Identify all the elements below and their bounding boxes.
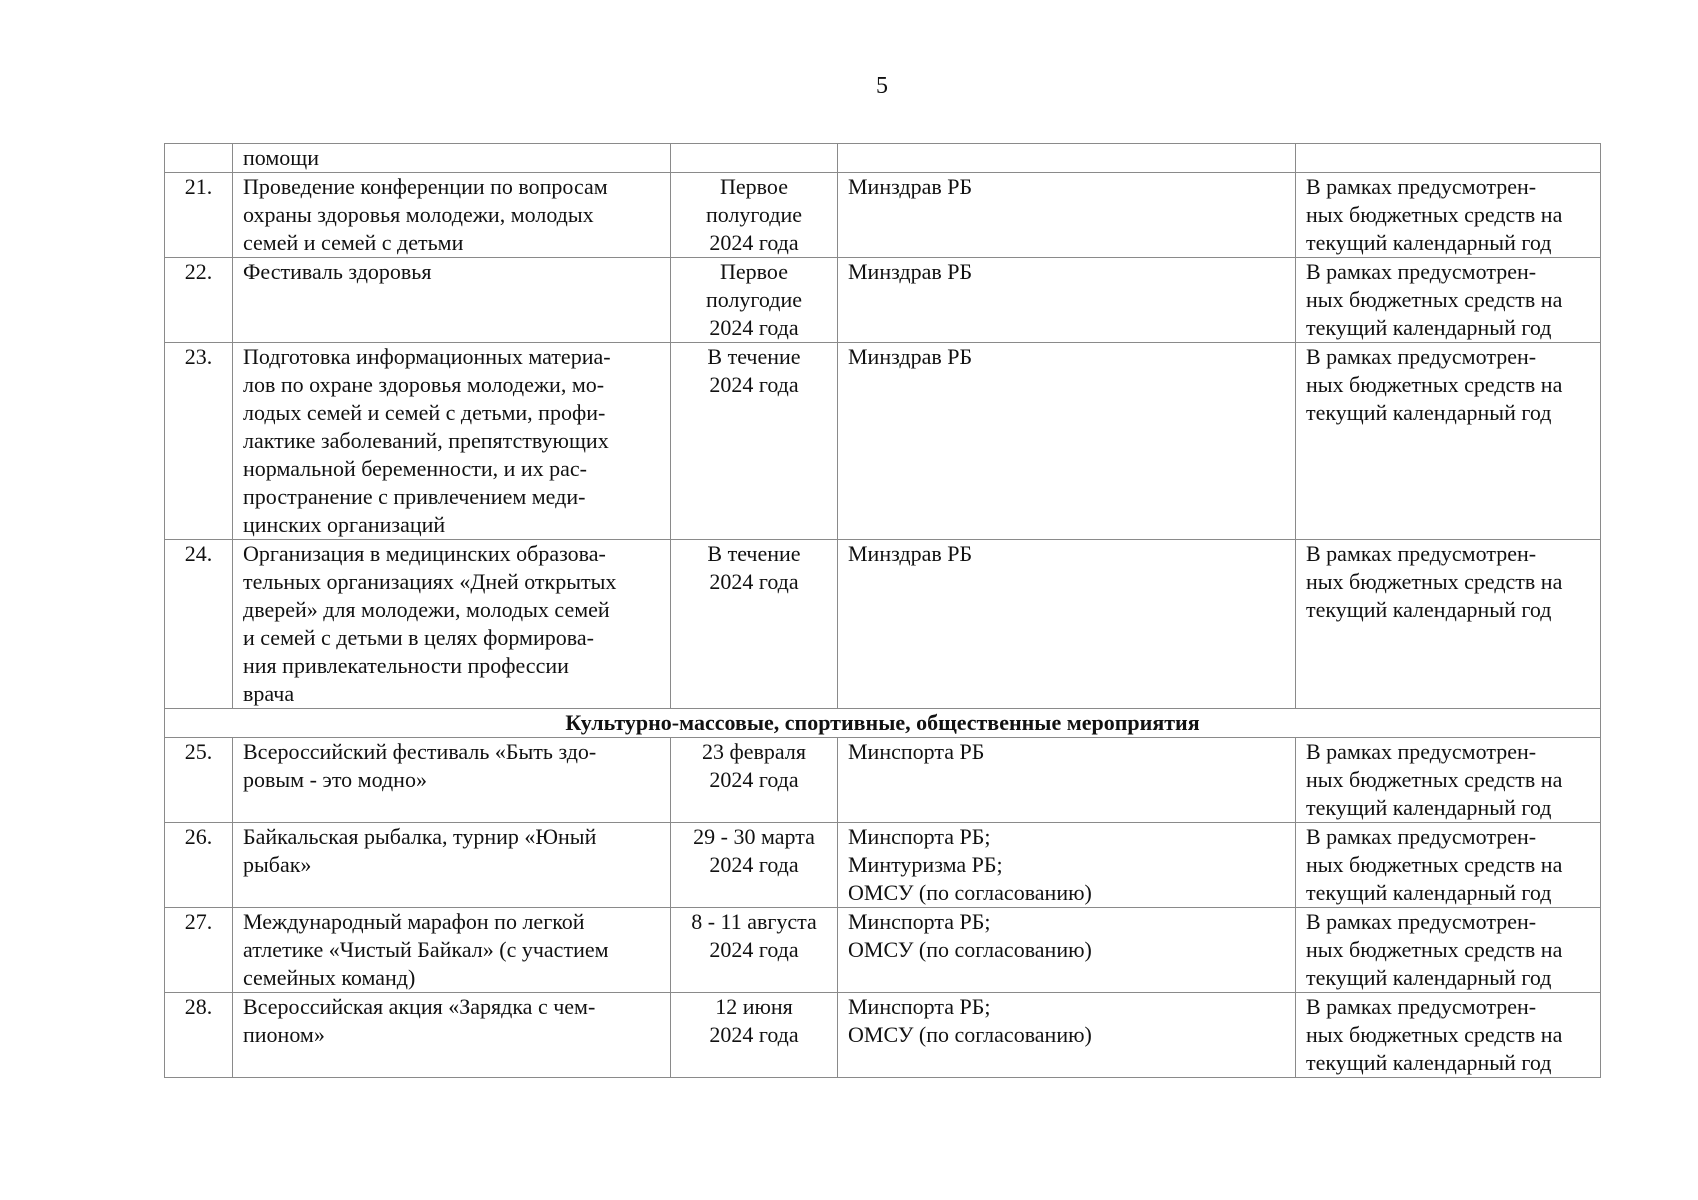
text-line: Минспорта РБ; (848, 994, 991, 1019)
text-line: лодых семей и семей с детьми, профи- (243, 400, 606, 425)
text-line: В рамках предусмотрен- (1306, 259, 1537, 284)
text-line: текущий календарный год (1306, 315, 1552, 340)
cell-event (233, 908, 671, 993)
text-line: 23 февраля (702, 739, 806, 764)
table-row (165, 738, 1601, 823)
table-rows-culture (165, 738, 1601, 1078)
text-line: и семей с детьми в целях формирова- (243, 625, 594, 650)
cell-event (233, 343, 671, 540)
text-line: Минспорта РБ; (848, 824, 991, 849)
table-body (165, 144, 1601, 173)
text-line: В рамках предусмотрен- (1306, 909, 1537, 934)
text-line: ния привлекательности профессии (243, 653, 569, 678)
text-line: текущий календарный год (1306, 597, 1552, 622)
text-line: ровым - это модно» (243, 767, 427, 792)
text-line: В рамках предусмотрен- (1306, 541, 1537, 566)
text-line: текущий календарный год (1306, 795, 1552, 820)
text-line: Минздрав РБ (848, 344, 973, 369)
text-line: 2024 года (709, 767, 799, 792)
text-line: 2024 года (709, 372, 799, 397)
cell-term (671, 144, 838, 173)
text-line: Подготовка информационных материа- (243, 344, 611, 369)
page-number: 5 (876, 73, 888, 99)
text-line: полугодие (705, 287, 803, 312)
cell-term (671, 738, 838, 823)
text-line: Первое (720, 174, 788, 199)
table-row (165, 823, 1601, 908)
text-line: Всероссийская акция «Зарядка с чем- (243, 994, 596, 1019)
text-line: 12 июня (715, 994, 793, 1019)
text-line: 8 - 11 августа (691, 909, 817, 934)
cell-term (671, 258, 838, 343)
cell-number: 24. (165, 540, 233, 709)
cell-event (233, 144, 671, 173)
text-line: ОМСУ (по согласованию) (848, 880, 1092, 905)
text-line: рыбак» (243, 852, 312, 877)
text-line: 2024 года (709, 315, 799, 340)
cell-event (233, 173, 671, 258)
continuation-row (165, 144, 1601, 173)
text-line: ных бюджетных средств на (1306, 937, 1563, 962)
text-line: Минздрав РБ (848, 259, 973, 284)
text-line: В рамках предусмотрен- (1306, 344, 1537, 369)
text-line: 2024 года (709, 937, 799, 962)
section-header-row (165, 709, 1601, 738)
text-line: 2024 года (709, 230, 799, 255)
text-line: В течение (707, 541, 801, 566)
cell-event (233, 540, 671, 709)
cell-executor (838, 908, 1296, 993)
text-line: цинских организаций (243, 512, 446, 537)
cell-executor (838, 823, 1296, 908)
text-line: Минздрав РБ (848, 174, 973, 199)
text-line: 2024 года (709, 569, 799, 594)
cell-term (671, 908, 838, 993)
cell-term (671, 343, 838, 540)
text-line: лов по охране здоровья молодежи, мо- (243, 372, 605, 397)
text-line: 2024 года (709, 1022, 799, 1047)
cell-executor (838, 173, 1296, 258)
text-line: ных бюджетных средств на (1306, 569, 1563, 594)
cell-number: 21. (165, 173, 233, 258)
cell-number: 23. (165, 343, 233, 540)
cell-executor (838, 343, 1296, 540)
text-line: текущий календарный год (1306, 965, 1552, 990)
text-line: ных бюджетных средств на (1306, 202, 1563, 227)
text-line: текущий календарный год (1306, 230, 1552, 255)
text-line: семей и семей с детьми (243, 230, 464, 255)
cell-funding (1296, 540, 1601, 709)
cell-term (671, 993, 838, 1078)
text-line: В течение (707, 344, 801, 369)
text-line: 2024 года (709, 852, 799, 877)
table-row (165, 908, 1601, 993)
cell-executor (838, 993, 1296, 1078)
events-table (164, 143, 1601, 1078)
section-body (165, 709, 1601, 738)
cell-event (233, 993, 671, 1078)
text-line: В рамках предусмотрен- (1306, 824, 1537, 849)
cell-term (671, 823, 838, 908)
text-line: ОМСУ (по согласованию) (848, 937, 1092, 962)
text-line: В рамках предусмотрен- (1306, 174, 1537, 199)
text-line: атлетике «Чистый Байкал» (с участием (243, 937, 609, 962)
text-line: текущий календарный год (1306, 880, 1552, 905)
cell-number: 28. (165, 993, 233, 1078)
cell-number: 27. (165, 908, 233, 993)
cell-number: 25. (165, 738, 233, 823)
text-line: Байкальская рыбалка, турнир «Юный (243, 824, 597, 849)
section-title: Культурно-массовые, спортивные, общественные мероприятия (165, 709, 1601, 738)
text-line: Минспорта РБ; (848, 909, 991, 934)
text-line: помощи (243, 145, 319, 170)
cell-event (233, 738, 671, 823)
text-line: Минтуризма РБ; (848, 852, 1003, 877)
cell-executor (838, 144, 1296, 173)
text-line: полугодие (705, 202, 803, 227)
cell-funding (1296, 738, 1601, 823)
table-row (165, 258, 1601, 343)
text-line: 29 - 30 марта (693, 824, 815, 849)
text-line: текущий календарный год (1306, 400, 1552, 425)
cell-funding (1296, 908, 1601, 993)
text-line: нормальной беременности, и их рас- (243, 456, 587, 481)
text-line: ных бюджетных средств на (1306, 767, 1563, 792)
text-line: семейных команд) (243, 965, 416, 990)
cell-executor (838, 258, 1296, 343)
cell-funding (1296, 993, 1601, 1078)
cell-funding (1296, 823, 1601, 908)
text-line: Международный марафон по легкой (243, 909, 585, 934)
text-line: Проведение конференции по вопросам (243, 174, 608, 199)
cell-number: 26. (165, 823, 233, 908)
cell-event (233, 823, 671, 908)
text-line: ных бюджетных средств на (1306, 1022, 1563, 1047)
text-line: тельных организациях «Дней открытых (243, 569, 617, 594)
text-line: Всероссийский фестиваль «Быть здо- (243, 739, 597, 764)
cell-term (671, 173, 838, 258)
text-line: текущий календарный год (1306, 1050, 1552, 1075)
text-line: Минздрав РБ (848, 541, 973, 566)
cell-funding (1296, 258, 1601, 343)
text-line: лактике заболеваний, препятствующих (243, 428, 609, 453)
cell-term (671, 540, 838, 709)
cell-executor (838, 738, 1296, 823)
text-line: пионом» (243, 1022, 325, 1047)
cell-funding (1296, 144, 1601, 173)
cell-event (233, 258, 671, 343)
table-row (165, 993, 1601, 1078)
text-line: В рамках предусмотрен- (1306, 994, 1537, 1019)
text-line: ных бюджетных средств на (1306, 372, 1563, 397)
text-line: В рамках предусмотрен- (1306, 739, 1537, 764)
text-line: Минспорта РБ (848, 739, 985, 764)
text-line: Организация в медицинских образова- (243, 541, 606, 566)
table-row (165, 173, 1601, 258)
text-line: ОМСУ (по согласованию) (848, 1022, 1092, 1047)
text-line: ных бюджетных средств на (1306, 852, 1563, 877)
text-line: врача (243, 681, 295, 706)
cell-number (165, 144, 233, 173)
table-row (165, 343, 1601, 540)
text-line: дверей» для молодежи, молодых семей (243, 597, 610, 622)
cell-funding (1296, 343, 1601, 540)
cell-executor (838, 540, 1296, 709)
cell-funding (1296, 173, 1601, 258)
text-line: Фестиваль здоровья (243, 259, 432, 284)
text-line: ных бюджетных средств на (1306, 287, 1563, 312)
text-line: охраны здоровья молодежи, молодых (243, 202, 594, 227)
text-line: пространение с привлечением меди- (243, 484, 586, 509)
table-row (165, 540, 1601, 709)
table-rows-health (165, 173, 1601, 709)
text-line: Первое (720, 259, 788, 284)
cell-number: 22. (165, 258, 233, 343)
